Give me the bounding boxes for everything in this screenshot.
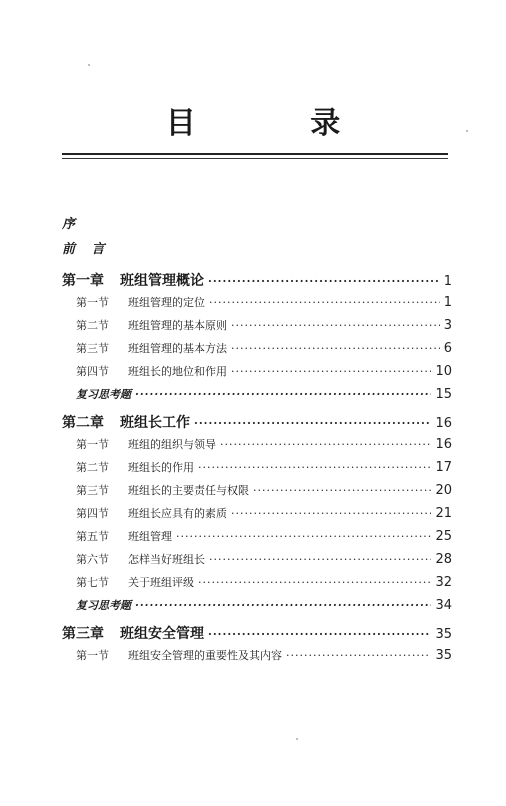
page-number: 1 — [443, 274, 452, 289]
page-number: 32 — [435, 575, 452, 590]
page-number: 3 — [443, 318, 452, 333]
review-title: 复习思考题 — [76, 599, 131, 612]
section-number: 第三节 — [76, 484, 109, 497]
chapter-title: 班组安全管理 — [120, 626, 204, 642]
page-number: 16 — [435, 416, 452, 431]
toc-section-row — [62, 482, 452, 505]
toc-section-row — [62, 294, 452, 317]
dot-leader — [220, 439, 431, 450]
section-number: 第二节 — [76, 319, 109, 332]
page-number: 21 — [435, 506, 452, 521]
section-number: 第四节 — [76, 507, 109, 520]
toc-chapter-row — [62, 623, 452, 647]
section-number: 第三节 — [76, 342, 109, 355]
chapter-title: 班组长工作 — [120, 415, 190, 431]
table-of-contents — [62, 270, 452, 670]
preface-entry: 序 — [62, 217, 76, 232]
section-title: 班组管理的定位 — [128, 296, 205, 309]
page-number: 20 — [435, 483, 452, 498]
toc-section-row — [62, 436, 452, 459]
dot-leader — [135, 389, 431, 400]
foreword-entry: 前 言 — [62, 242, 111, 257]
section-title: 怎样当好班组长 — [128, 553, 205, 566]
page-number: 35 — [435, 648, 452, 663]
section-title: 班组管理的基本原则 — [128, 319, 227, 332]
toc-section-row — [62, 363, 452, 386]
toc-section-row — [62, 528, 452, 551]
review-title: 复习思考题 — [76, 388, 131, 401]
toc-section-row — [62, 647, 452, 670]
page-number: 6 — [443, 341, 452, 356]
section-number: 第四节 — [76, 365, 109, 378]
toc-section-row — [62, 574, 452, 597]
toc-review-row — [62, 386, 452, 409]
section-title: 关于班组评级 — [128, 576, 194, 589]
page-title: 目 录 — [165, 106, 393, 141]
dot-leader — [208, 629, 431, 640]
section-title: 班组的组织与领导 — [128, 438, 216, 451]
dot-leader — [135, 600, 431, 611]
title-rule-thin — [62, 158, 448, 159]
page-number: 17 — [435, 460, 452, 475]
section-number: 第二节 — [76, 461, 109, 474]
scan-speck — [296, 738, 298, 740]
section-number: 第五节 — [76, 530, 109, 543]
section-title: 班组长应具有的素质 — [128, 507, 227, 520]
title-rule-thick — [62, 153, 448, 155]
section-title: 班组长的地位和作用 — [128, 365, 227, 378]
dot-leader — [231, 343, 440, 354]
page-number: 28 — [435, 552, 452, 567]
page-number: 1 — [443, 295, 452, 310]
section-number: 第七节 — [76, 576, 109, 589]
dot-leader — [231, 320, 440, 331]
dot-leader — [253, 485, 431, 496]
dot-leader — [208, 276, 440, 287]
dot-leader — [231, 366, 431, 377]
dot-leader — [286, 650, 431, 661]
section-number: 第一节 — [76, 438, 109, 451]
page-number: 35 — [435, 627, 452, 642]
section-number: 第一节 — [76, 649, 109, 662]
dot-leader — [209, 554, 431, 565]
dot-leader — [198, 462, 431, 473]
chapter-number: 第二章 — [62, 415, 104, 431]
dot-leader — [198, 577, 431, 588]
scan-speck — [466, 130, 468, 132]
section-title: 班组安全管理的重要性及其内容 — [128, 649, 282, 662]
section-title: 班组长的作用 — [128, 461, 194, 474]
toc-section-row — [62, 505, 452, 528]
section-title: 班组长的主要责任与权限 — [128, 484, 249, 497]
chapter-title: 班组管理概论 — [120, 273, 204, 289]
section-title: 班组管理 — [128, 530, 172, 543]
toc-review-row — [62, 597, 452, 620]
toc-section-row — [62, 459, 452, 482]
toc-section-row — [62, 551, 452, 574]
page-number: 34 — [435, 598, 452, 613]
dot-leader — [231, 508, 431, 519]
toc-chapter-row — [62, 270, 452, 294]
page-number: 25 — [435, 529, 452, 544]
page-number: 15 — [435, 387, 452, 402]
page-number: 10 — [435, 364, 452, 379]
chapter-number: 第一章 — [62, 273, 104, 289]
toc-section-row — [62, 317, 452, 340]
section-number: 第六节 — [76, 553, 109, 566]
section-title: 班组管理的基本方法 — [128, 342, 227, 355]
dot-leader — [176, 531, 431, 542]
toc-chapter-row — [62, 412, 452, 436]
dot-leader — [194, 418, 431, 429]
page-number: 16 — [435, 437, 452, 452]
scan-speck — [88, 64, 90, 66]
toc-section-row — [62, 340, 452, 363]
chapter-number: 第三章 — [62, 626, 104, 642]
section-number: 第一节 — [76, 296, 109, 309]
dot-leader — [209, 297, 440, 308]
